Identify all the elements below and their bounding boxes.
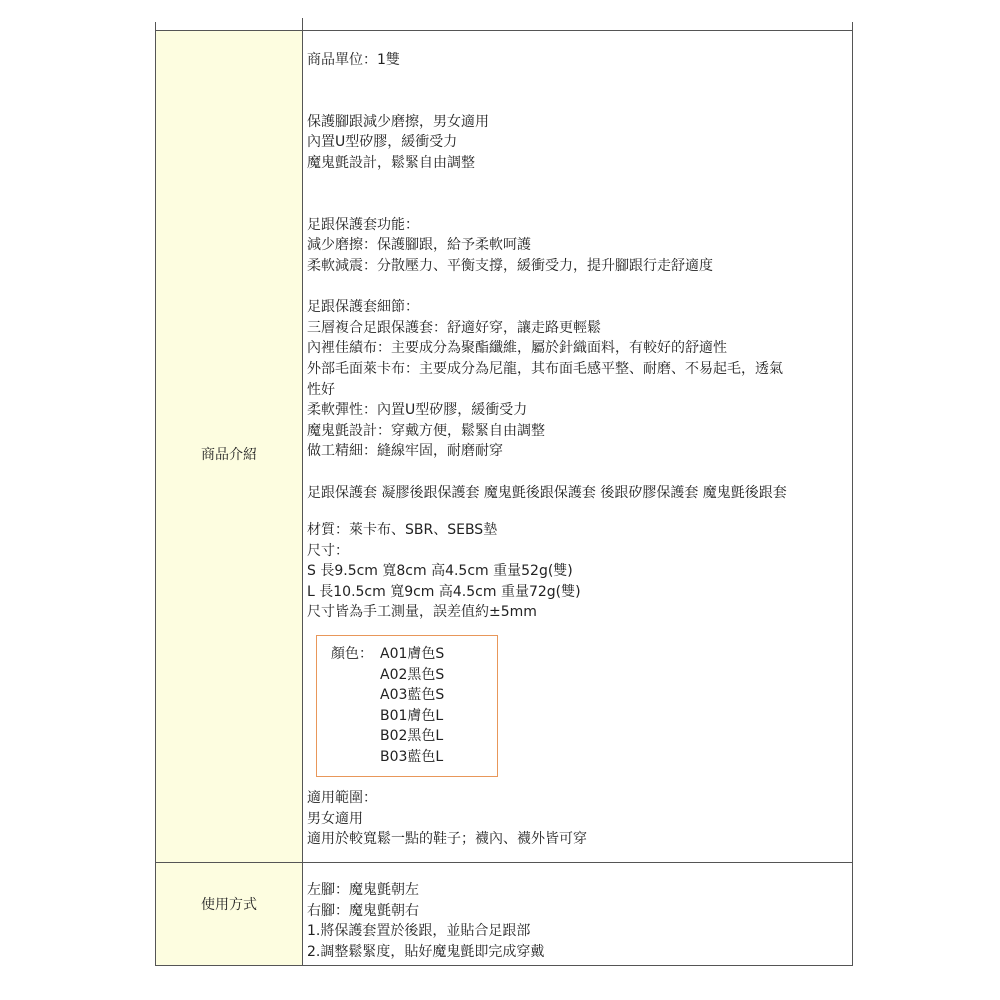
intro-label: 商品介紹	[201, 447, 257, 463]
color-list	[380, 644, 444, 768]
color-label: 顏色：	[331, 646, 373, 662]
detail-line: 魔鬼氈設計：穿戴方便，鬆緊自由調整	[307, 422, 545, 439]
detail-line: 柔軟彈性：內置U型矽膠，緩衝受力	[307, 402, 528, 419]
spec-line: L 長10.5cm 寬9cm 高4.5cm 重量72g(雙)	[307, 583, 581, 600]
color-options-box	[316, 635, 498, 777]
color-option: A03藍色S	[380, 687, 445, 704]
summary-line: 內置U型矽膠，緩衝受力	[307, 134, 458, 151]
row-divider	[155, 862, 853, 863]
unit-text: 商品單位：1雙	[307, 52, 400, 68]
usage-line: 2.調整鬆緊度，貼好魔鬼氈即完成穿戴	[307, 943, 545, 960]
usage-label: 使用方式	[201, 897, 257, 913]
scope-line: 適用於較寬鬆一點的鞋子；襪內、襪外皆可穿	[307, 831, 587, 848]
scope-block	[307, 788, 852, 850]
usage-line: 左腳：魔鬼氈朝左	[307, 882, 419, 898]
table-top-tick-right	[852, 22, 853, 30]
detail-title: 足跟保護套細節：	[307, 299, 419, 316]
spec-line: 尺寸皆為手工測量，誤差值約±5mm	[307, 604, 537, 621]
detail-line: 做工精細：縫線牢固，耐磨耐穿	[307, 443, 503, 460]
color-option: A02黑色S	[380, 666, 445, 683]
function-line: 柔軟減震：分散壓力、平衡支撐，緩衝受力，提升腳跟行走舒適度	[307, 257, 713, 274]
summary-line: 魔鬼氈設計，鬆緊自由調整	[307, 154, 475, 171]
spec-line: 尺寸：	[307, 542, 349, 559]
table-top-tick-left	[155, 22, 156, 30]
usage-line: 1.將保護套置於後跟，並貼合足跟部	[307, 923, 531, 940]
intro-content	[307, 50, 852, 462]
usage-line: 右腳：魔鬼氈朝右	[307, 902, 419, 919]
keywords-block	[307, 483, 852, 504]
detail-line: 外部毛面萊卡布：主要成分為尼龍，其布面毛感平整、耐磨、不易起毛，透氣	[307, 360, 783, 377]
color-option: B01膚色L	[380, 707, 444, 724]
column-divider	[302, 18, 303, 966]
scope-line: 男女適用	[307, 810, 363, 827]
spec-line: S 長9.5cm 寬8cm 高4.5cm 重量52g(雙)	[307, 563, 573, 580]
keywords-text: 足跟保護套 凝膠後跟保護套 魔鬼氈後跟保護套 後跟矽膠保護套 魔鬼氈後跟套	[307, 485, 787, 501]
detail-line: 性好	[307, 381, 335, 398]
scope-line: 適用範圍：	[307, 790, 377, 806]
function-line: 減少磨擦：保護腳跟，給予柔軟呵護	[307, 237, 531, 254]
detail-line: 內裡佳績布：主要成分為聚酯纖維，屬於針織面料，有較好的舒適性	[307, 340, 727, 357]
color-option: B02黑色L	[380, 728, 444, 745]
usage-content	[307, 880, 852, 962]
summary-line: 保護腳跟減少磨擦，男女適用	[307, 113, 489, 130]
color-option: A01膚色S	[380, 646, 445, 662]
color-option: B03藍色L	[380, 748, 444, 765]
detail-line: 三層複合足跟保護套：舒適好穿，讓走路更輕鬆	[307, 319, 601, 336]
function-title: 足跟保護套功能：	[307, 216, 419, 233]
spec-line: 材質：萊卡布、SBR、SEBS墊	[307, 522, 498, 538]
specs-block	[307, 520, 852, 623]
